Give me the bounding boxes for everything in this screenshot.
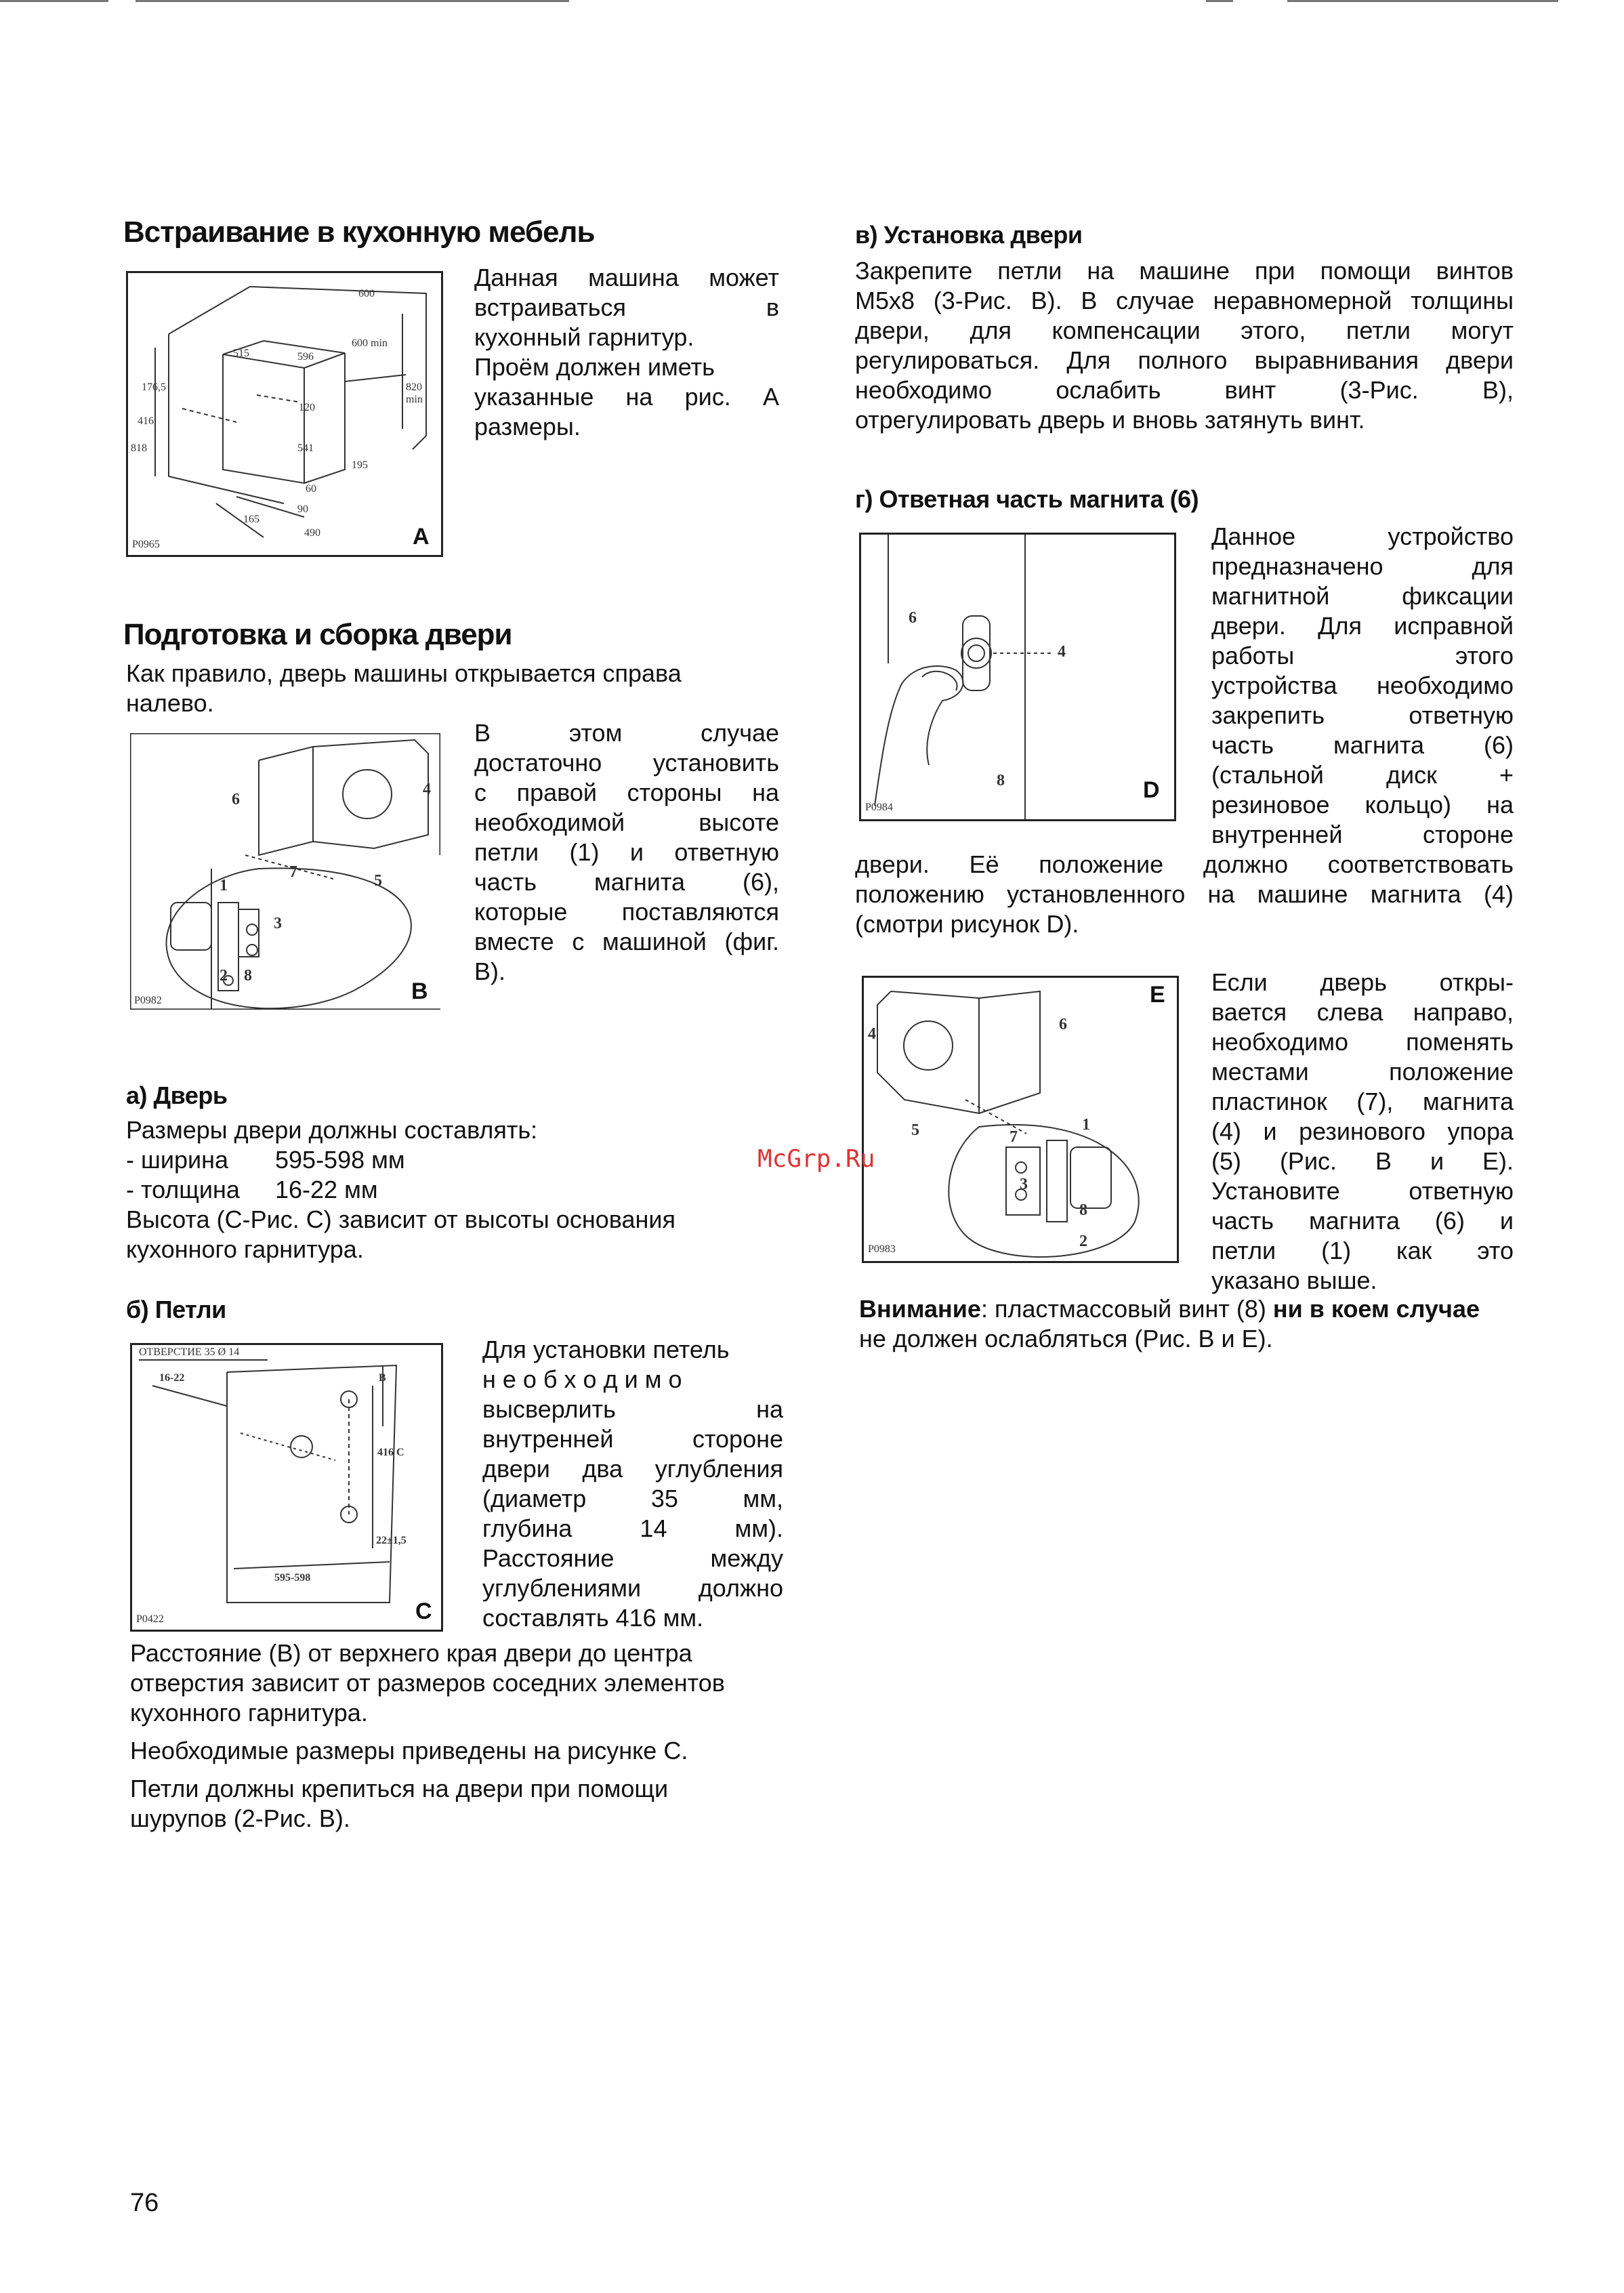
figure-b — [130, 733, 440, 1010]
section2-text — [474, 718, 779, 987]
figure-d-letter: D — [1143, 777, 1160, 803]
figure-a-label-515: 515 — [233, 348, 249, 359]
figure-e-callout-8: 8 — [1079, 1201, 1087, 1219]
section2-line: достаточно установить — [474, 749, 779, 777]
figure-b-letter: B — [411, 978, 428, 1004]
hinges-para3-line: Петли должны крепиться на двери при помощи — [130, 1775, 669, 1802]
section1-line: размеры. — [474, 413, 581, 440]
figure-e-callout-1: 1 — [1082, 1116, 1090, 1134]
door-line1: Размеры двери должны составлять: — [126, 1116, 538, 1144]
reverse-line: необходимо поменять — [1211, 1028, 1514, 1056]
figure-b-callout-1: 1 — [220, 877, 228, 894]
top-rule-4 — [1287, 0, 1558, 2]
door-block — [126, 1115, 779, 1264]
door-width — [126, 1145, 779, 1175]
door-title: а) Дверь — [126, 1081, 228, 1109]
figure-a-label-820min: 820 min — [406, 381, 423, 405]
hinges-line: двери два углубления — [482, 1455, 783, 1483]
install-line: М5х8 (3-Рис. В). В случае неравномерной толщины — [855, 287, 1514, 314]
figure-c-label-16-22: 16-22 — [159, 1372, 185, 1384]
door-thick-value: 16-22 мм — [275, 1176, 378, 1203]
figure-c-drawing — [132, 1345, 441, 1630]
warning-bold2: ни в коем случае — [1272, 1295, 1480, 1323]
section1-line: кухонный гарнитур. — [474, 323, 694, 351]
figure-d-callout-8: 8 — [997, 772, 1005, 789]
hinges-line: (диаметр 35 мм, — [482, 1485, 783, 1512]
hinges-para1-line: отверстия зависит от размеров соседних элементов — [130, 1669, 725, 1697]
magnet-line: (стальной диск + — [1211, 761, 1514, 789]
hinges-line: составлять 416 мм. — [482, 1604, 704, 1632]
figure-b-code: P0982 — [134, 995, 162, 1006]
section1-line: указанные на рис. А — [474, 383, 779, 411]
figure-c-label-c: C — [396, 1447, 404, 1458]
magnet-cont-line: (смотри рисунок D). — [855, 910, 1079, 938]
figure-b-callout-3: 3 — [274, 915, 282, 932]
magnet-line: работы этого — [1211, 642, 1514, 669]
reverse-text — [1211, 968, 1514, 1296]
section1-line: Данная машина может — [474, 264, 779, 291]
install-line: двери, для компенсации этого, петли могут — [855, 316, 1514, 344]
figure-a-label-60: 60 — [306, 483, 316, 495]
figure-a-code: P0965 — [132, 539, 160, 550]
hinges-line: н е о б х о д и м о — [482, 1365, 682, 1393]
figure-a-label-195: 195 — [352, 459, 368, 471]
figure-c-label-b: B — [379, 1372, 386, 1384]
reverse-line: указано выше. — [1211, 1266, 1377, 1294]
figure-e-callout-5: 5 — [911, 1121, 919, 1139]
magnet-cont — [855, 850, 1514, 939]
section2-line: В). — [474, 957, 506, 985]
door-width-value: 595-598 мм — [275, 1146, 405, 1174]
figure-c-code: P0422 — [136, 1613, 164, 1625]
hinges-paras — [130, 1638, 783, 1834]
hinges-line: Для установки петель — [482, 1336, 730, 1363]
watermark-text: McGrp.Ru — [757, 1145, 875, 1173]
top-rule-3 — [1206, 0, 1233, 2]
reverse-line: (5) (Рис. В и Е). — [1211, 1147, 1514, 1175]
door-height-line: кухонного гарнитура. — [126, 1235, 364, 1263]
reverse-line: петли (1) как это — [1211, 1237, 1514, 1264]
figure-b-callout-5: 5 — [374, 872, 382, 890]
magnet-line: магнитной фиксации — [1211, 582, 1514, 610]
figure-e-letter: E — [1150, 982, 1165, 1008]
magnet-line: устройства необходимо — [1211, 672, 1514, 699]
door-thickness — [126, 1175, 779, 1205]
figure-c-header: ОТВЕРСТИЕ 35 Ø 14 — [139, 1346, 240, 1358]
figure-d-code: P0984 — [865, 802, 893, 813]
hinges-para3-line: шурупов (2-Рис. В). — [130, 1804, 350, 1832]
hinges-line: внутренней стороне — [482, 1425, 783, 1453]
hinges-line: глубина 14 мм). — [482, 1514, 783, 1542]
install-line: необходимо ослабить винт (3-Рис. В), — [855, 376, 1514, 404]
magnet-cont-line: двери. Её положение должно соответствовать — [855, 850, 1514, 878]
section2-line: В этом случае — [474, 719, 779, 747]
section1-line: встраиваться в — [474, 293, 779, 321]
figure-a-label-176: 176,5 — [142, 381, 166, 393]
warning-mid: : пластмассовый винт (8) — [980, 1295, 1273, 1323]
hinges-para1-line: кухонного гарнитура. — [130, 1699, 368, 1727]
hinges-line: высверлить на — [482, 1395, 783, 1423]
warning-line1 — [859, 1294, 1518, 1324]
figure-d-callout-6: 6 — [909, 609, 917, 627]
hinges-line: Расстояние между — [482, 1544, 783, 1572]
section2-line: необходимой высоте — [474, 808, 779, 836]
figure-c — [130, 1343, 443, 1632]
section2-line: вместе с машиной (фиг. — [474, 928, 779, 955]
figure-c-label-416: 416 — [377, 1447, 394, 1458]
top-rule-1 — [0, 0, 108, 2]
magnet-line: Данное устройство — [1211, 522, 1514, 550]
figure-b-callout-4: 4 — [423, 781, 431, 798]
figure-a-label-600: 600 — [358, 288, 375, 299]
section-title-built-in: Встраивание в кухонную мебель — [123, 215, 595, 249]
reverse-line: (4) и резинового упора — [1211, 1117, 1514, 1145]
figure-e — [862, 976, 1179, 1263]
door-thick-label: - толщина — [126, 1176, 240, 1203]
figure-b-callout-8: 8 — [244, 967, 252, 985]
section-title-door-prep: Подготовка и сборка двери — [123, 618, 512, 651]
reverse-line: часть магнита (6) и — [1211, 1207, 1514, 1235]
magnet-line: внутренней стороне — [1211, 821, 1514, 848]
section2-intro — [126, 659, 779, 718]
warning-bold: Внимание — [859, 1295, 981, 1323]
figure-e-code: P0983 — [868, 1243, 896, 1255]
reverse-line: Если дверь откры- — [1211, 968, 1514, 996]
section1-line: Проём должен иметь — [474, 353, 715, 381]
hinges-line: углублениями должно — [482, 1574, 783, 1602]
figure-e-callout-3: 3 — [1020, 1176, 1028, 1193]
section1-text — [474, 263, 779, 442]
figure-a-drawing — [128, 273, 441, 555]
section2-line: с правой стороны на — [474, 779, 779, 806]
figure-b-callout-7: 7 — [289, 863, 297, 881]
hinges-title: б) Петли — [126, 1296, 226, 1323]
figure-e-callout-2: 2 — [1079, 1233, 1087, 1250]
magnet-line: закрепить ответную — [1211, 701, 1514, 729]
figure-b-callout-2: 2 — [220, 967, 228, 985]
figure-a-label-600min: 600 min — [352, 337, 388, 349]
reverse-line: пластинок (7), магнита — [1211, 1088, 1514, 1115]
figure-e-callout-6: 6 — [1059, 1016, 1067, 1033]
figure-d-drawing — [861, 535, 1174, 819]
figure-c-label-595: 595-598 — [274, 1572, 311, 1584]
figure-a-label-165: 165 — [243, 514, 259, 525]
figure-b-drawing — [130, 733, 440, 1010]
magnet-line: двери. Для исправной — [1211, 612, 1514, 640]
figure-e-callout-7: 7 — [1009, 1128, 1018, 1146]
figure-c-letter: C — [415, 1598, 432, 1624]
figure-a-label-416: 416 — [138, 415, 154, 427]
figure-a-label-120: 120 — [299, 402, 315, 413]
hinges-para2: Необходимые размеры приведены на рисунке С. — [130, 1737, 688, 1764]
figure-a-label-490: 490 — [304, 527, 320, 539]
hinges-para1-line: Расстояние (В) от верхнего края двери до центра — [130, 1639, 692, 1667]
door-width-label: - ширина — [126, 1146, 229, 1174]
magnet-title: г) Ответная часть магнита (6) — [855, 485, 1199, 513]
figure-c-label-22: 22±1,5 — [376, 1535, 407, 1546]
install-text — [855, 256, 1514, 435]
magnet-line: резиновое кольцо) на — [1211, 791, 1514, 819]
figure-b-callout-6: 6 — [232, 791, 240, 808]
magnet-line: предназначено для — [1211, 552, 1514, 580]
figure-a-label-541: 541 — [297, 442, 314, 454]
top-rule-2 — [136, 0, 569, 2]
section2-line: которые поставляются — [474, 898, 779, 926]
figure-e-callout-4: 4 — [868, 1025, 876, 1043]
section2-line: часть магнита (6), — [474, 868, 779, 896]
install-line: регулироваться. Для полного выравнивания двери — [855, 346, 1514, 374]
warning-line2: не должен ослабляться (Рис. В и Е). — [859, 1325, 1273, 1352]
hinges-text — [482, 1335, 783, 1633]
figure-a-label-818: 818 — [131, 442, 147, 454]
install-line: отрегулировать дверь и вновь затянуть винт. — [855, 406, 1365, 434]
figure-d — [859, 533, 1176, 821]
reverse-line: Установите ответную — [1211, 1177, 1514, 1205]
install-line: Закрепите петли на машине при помощи винтов — [855, 257, 1514, 285]
section2-intro-line: налево. — [126, 689, 214, 717]
section2-intro-line: Как правило, дверь машины открывается справа — [126, 659, 682, 687]
figure-d-callout-4: 4 — [1058, 643, 1066, 661]
figure-a-letter: A — [413, 524, 430, 550]
magnet-line: часть магнита (6) — [1211, 731, 1514, 759]
figure-e-drawing — [864, 978, 1177, 1261]
page-number: 76 — [130, 2189, 159, 2217]
reverse-line: местами положение — [1211, 1058, 1514, 1086]
section2-line: петли (1) и ответную — [474, 838, 779, 866]
magnet-cont-line: положению установленного на машине магнита (4) — [855, 880, 1514, 908]
install-title: в) Установка двери — [855, 221, 1083, 249]
figure-a-label-596: 596 — [297, 351, 314, 363]
warning-block — [859, 1294, 1518, 1354]
figure-a — [126, 271, 443, 557]
magnet-text — [1211, 522, 1514, 850]
reverse-line: вается слева направо, — [1211, 998, 1514, 1026]
figure-a-label-90: 90 — [297, 503, 308, 515]
door-height-line: Высота (С-Рис. С) зависит от высоты основания — [126, 1205, 675, 1233]
